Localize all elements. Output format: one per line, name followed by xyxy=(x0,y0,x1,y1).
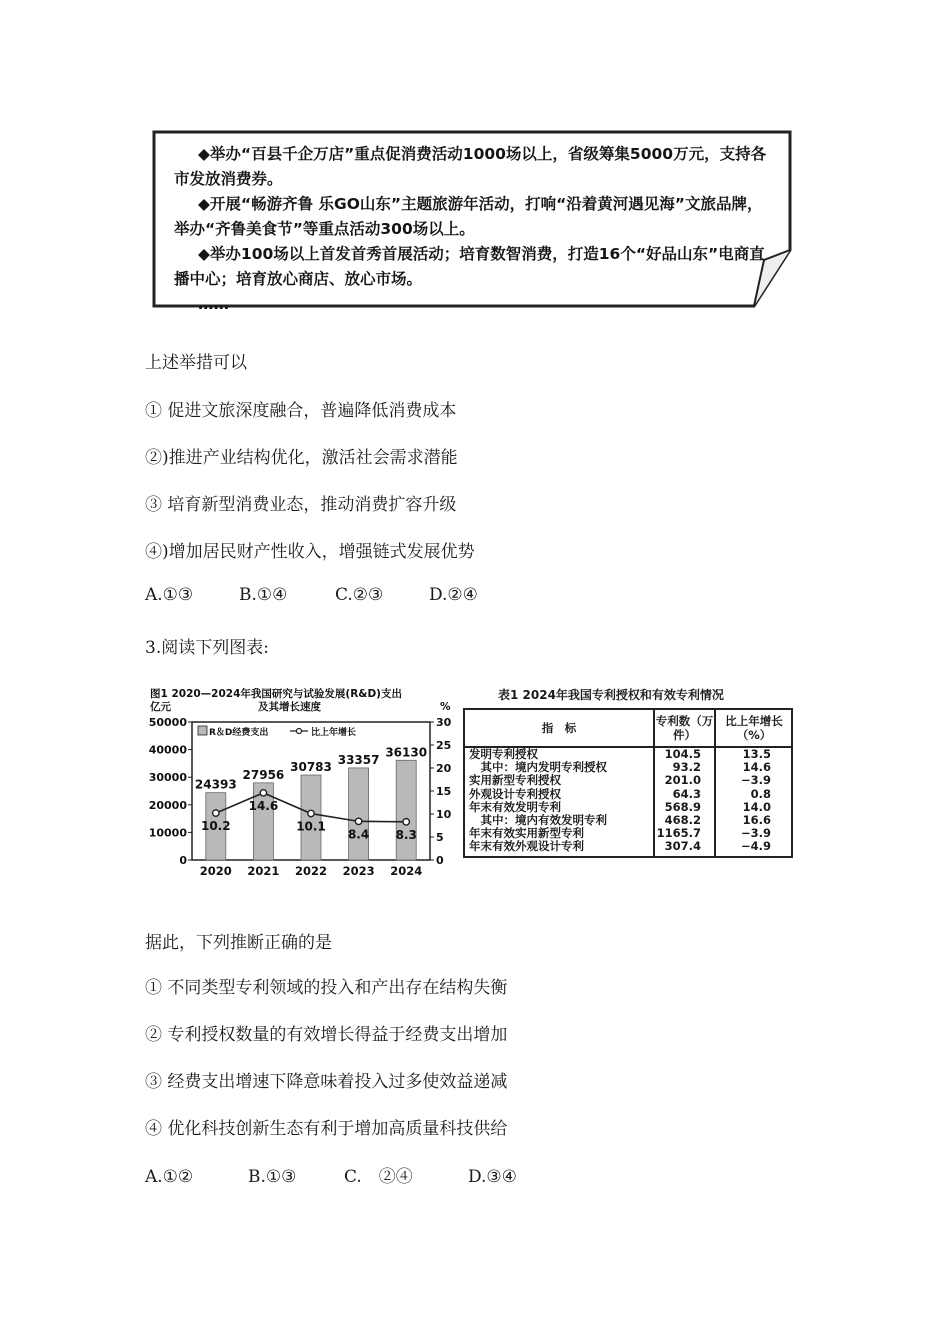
growth-point-2022 xyxy=(308,810,314,816)
bar-label-2021: 27956 xyxy=(242,767,285,782)
table-header-count: 专利数（万件） xyxy=(655,714,714,742)
table-cell-count: 64.3 xyxy=(672,786,701,801)
y2-tick-label: 0 xyxy=(436,854,444,867)
table-cell-growth: −3.9 xyxy=(740,826,771,841)
table-cell-count: 1165.7 xyxy=(656,826,701,841)
table-cell-indicator: 年末有效实用新型专利 xyxy=(469,826,584,841)
rd-chart-svg xyxy=(148,686,453,876)
q3-statement-4: ④ 优化科技创新生态有利于增加高质量科技供给 xyxy=(145,1119,508,1139)
table-body xyxy=(465,748,791,854)
growth-point-2020 xyxy=(213,810,219,816)
legend-bar-label: R＆D经费支出 xyxy=(209,728,269,738)
q2-option-c[interactable]: C.②③ xyxy=(335,585,384,605)
table-cell-growth: 0.8 xyxy=(750,786,771,801)
bar-2022 xyxy=(301,775,321,860)
q3-statement-2: ② 专利授权数量的有效增长得益于经费支出增加 xyxy=(145,1025,508,1045)
table-cell-growth: 13.5 xyxy=(742,747,771,761)
table-cell-growth: 14.6 xyxy=(742,760,771,775)
notice-item-2: ◆开展“畅游齐鲁 乐GO山东”主题旅游年活动，打响“沿着黄河遇见海”文旅品牌，举办“齐鲁美食节”等重点活动300场以上。 xyxy=(174,195,763,238)
legend-line-label: 比上年增长 xyxy=(311,728,357,738)
table-cell-indicator: 年末有效发明专利 xyxy=(469,799,561,814)
bar-label-2020: 24393 xyxy=(194,777,237,792)
growth-label-2022: 10.1 xyxy=(296,819,326,834)
legend-line-marker xyxy=(297,729,302,734)
y2-tick-label: 5 xyxy=(436,831,444,844)
table-title: 表1 2024年我国专利授权和有效专利情况 xyxy=(498,688,724,702)
y2-tick-label: 30 xyxy=(436,716,452,729)
q3-followup: 据此，下列推断正确的是 xyxy=(145,933,332,953)
table-cell-indicator: 年末有效外观设计专利 xyxy=(469,839,584,854)
table-cell-growth: 14.0 xyxy=(742,799,771,814)
table-header xyxy=(465,710,791,748)
bar-2024 xyxy=(396,760,416,860)
q3-option-d[interactable]: D.③④ xyxy=(468,1167,517,1187)
bar-label-2024: 36130 xyxy=(385,745,428,760)
chart-title: 图1 2020—2024年我国研究与试验发展(R&D)支出 xyxy=(150,688,402,700)
q3-stem: 3.阅读下列图表: xyxy=(145,638,269,658)
table-cell-growth: 16.6 xyxy=(742,812,771,827)
q2-statement-3: ③ 培育新型消费业态，推动消费扩容升级 xyxy=(145,495,457,515)
bar-label-2023: 33357 xyxy=(337,752,380,767)
table-cell-count: 104.5 xyxy=(664,747,701,761)
table-header-growth: 比上年增长（%） xyxy=(725,714,783,742)
growth-label-2020: 10.2 xyxy=(200,819,231,834)
x-tick-label: 2024 xyxy=(390,864,423,876)
table-cell-growth: −4.9 xyxy=(740,839,771,854)
table-row xyxy=(465,788,791,801)
y2-axis-label: % xyxy=(440,701,451,713)
table-row xyxy=(465,840,791,853)
table-frame xyxy=(463,708,793,858)
q2-option-b[interactable]: B.①④ xyxy=(239,585,288,605)
growth-label-2021: 14.6 xyxy=(248,798,279,813)
patent-table xyxy=(463,686,797,876)
y2-tick-label: 25 xyxy=(436,739,452,752)
q2-statement-4: ④)增加居民财产性收入，增强链式发展优势 xyxy=(145,542,475,562)
y-tick-label: 50000 xyxy=(148,716,187,729)
q2-statement-2: ②)推进产业结构优化，激活社会需求潜能 xyxy=(145,448,458,468)
chart-subtitle: 及其增长速度 xyxy=(258,701,321,713)
notice-box xyxy=(152,130,792,313)
q2-option-a[interactable]: A.①③ xyxy=(145,585,194,605)
y-tick-label: 10000 xyxy=(148,826,187,840)
y-tick-label: 40000 xyxy=(148,743,187,757)
table-cell-growth: −3.9 xyxy=(740,773,771,788)
bar-2023 xyxy=(349,768,369,860)
table-cell-count: 568.9 xyxy=(664,799,701,814)
y-tick-label: 20000 xyxy=(148,798,187,812)
growth-point-2023 xyxy=(355,818,361,824)
table-cell-indicator: 其中：境内有效发明专利 xyxy=(469,812,607,827)
q3-statement-1: ① 不同类型专利领域的投入和产出存在结构失衡 xyxy=(145,978,508,998)
bar-label-2022: 30783 xyxy=(290,760,332,775)
q2-option-d[interactable]: D.②④ xyxy=(429,585,478,605)
table-cell-count: 307.4 xyxy=(664,839,701,854)
table-cell-indicator: 外观设计专利授权 xyxy=(469,786,561,801)
q3-statement-3: ③ 经费支出增速下降意味着投入过多使效益递减 xyxy=(145,1072,508,1092)
table-cell-indicator: 其中：境内发明专利授权 xyxy=(469,760,607,775)
table-cell-count: 201.0 xyxy=(664,773,701,788)
q2-options xyxy=(145,585,478,605)
notice-item-1: ◆举办“百县千企万店”重点促消费活动1000场以上，省级筹集5000万元，支持各市发放消费券。 xyxy=(174,145,767,188)
table-cell-indicator: 实用新型专利授权 xyxy=(469,773,561,788)
notice-item-3: ◆举办100场以上首发首秀首展活动；培育数智消费，打造16个“好品山东”电商直播中心；培育放心商店、放心市场。 xyxy=(174,245,765,288)
y2-tick-label: 10 xyxy=(436,808,452,821)
y-tick-label: 0 xyxy=(179,854,187,867)
q3-option-a[interactable]: A.①② xyxy=(145,1167,194,1187)
y-tick-label: 30000 xyxy=(148,771,187,785)
table-cell-count: 93.2 xyxy=(672,760,701,775)
table-cell-indicator: 发明专利授权 xyxy=(469,747,538,761)
growth-point-2024 xyxy=(403,819,409,825)
x-tick-label: 2020 xyxy=(199,864,232,876)
y2-tick-label: 15 xyxy=(436,785,452,798)
notice-ellipsis: …… xyxy=(198,295,229,313)
legend-bar-swatch xyxy=(198,726,207,735)
q2-stem: 上述举措可以 xyxy=(145,353,247,373)
table-header-indicator: 指 标 xyxy=(541,721,577,735)
table-cell-count: 468.2 xyxy=(664,812,701,827)
x-tick-label: 2021 xyxy=(247,864,280,876)
growth-label-2024: 8.3 xyxy=(395,827,417,842)
growth-label-2023: 8.4 xyxy=(347,827,370,842)
q3-option-c[interactable]: C. ②④ xyxy=(344,1167,413,1187)
y-axis-label: 亿元 xyxy=(150,701,171,713)
table-row xyxy=(465,774,791,787)
x-tick-label: 2023 xyxy=(342,864,375,876)
y2-tick-label: 20 xyxy=(436,762,452,775)
q2-statement-1: ① 促进文旅深度融合，普遍降低消费成本 xyxy=(145,401,457,421)
x-tick-label: 2022 xyxy=(294,864,328,876)
q3-option-b[interactable]: B.①③ xyxy=(248,1167,297,1187)
table-row xyxy=(465,801,791,814)
growth-point-2021 xyxy=(260,790,266,796)
q3-options xyxy=(145,1162,517,1187)
rd-chart xyxy=(148,686,453,876)
notice-text xyxy=(174,142,774,317)
